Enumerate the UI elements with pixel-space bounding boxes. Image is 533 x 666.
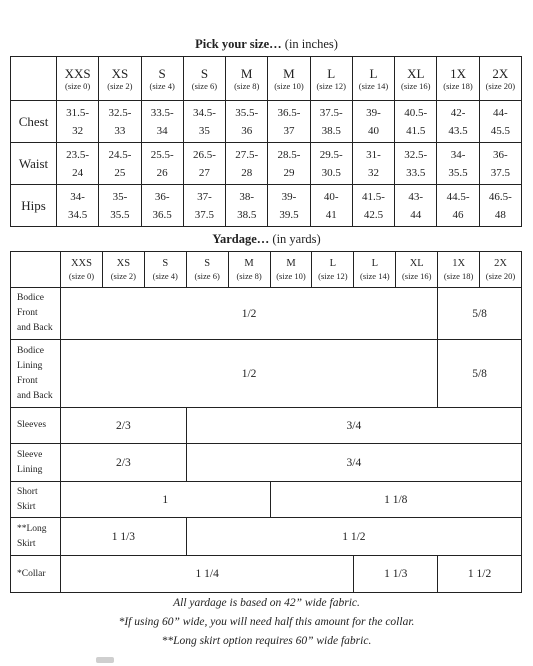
note-line: All yardage is based on 42” wide fabric. [173, 597, 360, 609]
garment-piece-label-line: Sleeve [17, 449, 43, 460]
size-header-cell [437, 57, 479, 101]
size-label: XS [116, 258, 131, 269]
size-label: 1X [450, 65, 466, 81]
garment-piece-label-line: Sleeves [17, 420, 47, 430]
measurement-cell [141, 101, 183, 143]
measurement-value-line: 35 [198, 124, 210, 137]
size-header-cell [396, 252, 438, 288]
measurement-cell [310, 143, 352, 185]
measurement-row [11, 101, 522, 143]
size-number: (size 18) [443, 271, 474, 281]
measurement-value-line: 24.5- [108, 148, 132, 161]
yardage-value: 1/2 [61, 288, 438, 340]
measurement-value-line: 32 [72, 124, 84, 137]
yardage-value: 1 1/4 [61, 556, 354, 593]
size-header-cell [102, 252, 144, 288]
size-number: (size 0) [68, 271, 95, 281]
measurement-cell [57, 143, 99, 185]
measurement-value-line: 41 [325, 208, 337, 221]
size-header-cell [61, 252, 103, 288]
measurement-cell [183, 143, 225, 185]
size-header-row [11, 57, 522, 101]
measurement-value-line: 44.5- [446, 190, 470, 203]
measurement-cell [479, 101, 521, 143]
measurement-value-line: 34.5 [68, 208, 88, 221]
size-label: L [327, 65, 336, 81]
yardage-value: 1 1/2 [186, 518, 521, 556]
size-number: (size 0) [65, 80, 91, 91]
measurement-cell [57, 185, 99, 227]
garment-piece-label [11, 518, 61, 556]
yardage-value: 1 1/8 [270, 482, 521, 518]
yardage-value: 3/4 [186, 444, 521, 482]
measurement-value-line: 27 [198, 166, 210, 179]
size-chart-table [10, 56, 522, 227]
size-chart-title-unit: (in inches) [284, 37, 338, 51]
measurement-value-line: 37- [197, 190, 212, 203]
garment-piece-label-line: **Long [17, 523, 47, 534]
measurement-value-line: 26.5- [192, 148, 216, 161]
measurement-value-line: 38.5 [321, 124, 341, 137]
size-label: L [369, 65, 378, 81]
measurement-cell [437, 185, 479, 227]
size-header-cell [438, 252, 480, 288]
size-number: (size 14) [360, 271, 390, 281]
yardage-value: 1 1/3 [354, 556, 438, 593]
measurement-value-line: 31- [366, 148, 381, 161]
garment-piece-label [11, 556, 61, 593]
measurement-value-line: 36 [241, 124, 253, 137]
yardage-table [10, 251, 522, 593]
measurement-cell [183, 185, 225, 227]
size-header-cell [226, 57, 268, 101]
size-number: (size 2) [110, 271, 136, 281]
size-number: (size 18) [443, 80, 473, 91]
size-label: S [158, 65, 166, 81]
measurement-cell [437, 101, 479, 143]
yardage-title-bold: Yardage… [212, 232, 270, 246]
yardage-notes [0, 594, 533, 651]
garment-piece-label-line: Lining [17, 464, 43, 475]
measurement-value-line: 42.5 [363, 208, 384, 221]
measurement-cell [183, 101, 225, 143]
size-number: (size 10) [274, 80, 304, 91]
measurement-value-line: 34 [156, 124, 168, 137]
garment-piece-label-line: *Collar [17, 568, 46, 579]
measurement-cell [479, 143, 521, 185]
size-header-cell [183, 57, 225, 101]
measurement-cell [141, 143, 183, 185]
measurement-value-line: 33.5 [406, 166, 426, 179]
measurement-value-line: 42- [450, 106, 466, 119]
measurement-cell [352, 143, 394, 185]
measurement-value-line: 38.5 [237, 208, 257, 221]
size-header-cell [395, 57, 437, 101]
size-number: (size 6) [194, 271, 220, 281]
garment-piece-label-line: Bodice [17, 293, 44, 303]
size-number: (size 4) [149, 80, 175, 91]
measurement-cell [141, 185, 183, 227]
size-label: L [329, 258, 337, 269]
yardage-value: 2/3 [61, 408, 187, 444]
measurement-cell [437, 143, 479, 185]
size-label: XL [407, 65, 425, 81]
size-number: (size 6) [191, 80, 218, 91]
yardage-row [11, 444, 522, 482]
measurement-value-line: 25 [114, 166, 126, 179]
measurement-value-line: 28.5- [277, 148, 301, 161]
size-header-cell [144, 252, 186, 288]
yardage-row [11, 556, 522, 593]
measurement-cell [395, 143, 437, 185]
size-header-cell [270, 252, 312, 288]
size-number: (size 2) [107, 80, 133, 91]
garment-piece-label-line: Short [17, 486, 38, 497]
note-line: **Long skirt option requires 60” wide fabric. [161, 635, 372, 647]
measurement-value-line: 24 [72, 166, 84, 179]
measurement-value-line: 40.5- [404, 106, 428, 119]
measurement-value-line: 29 [283, 166, 295, 179]
measurement-value-line: 36- [492, 148, 508, 161]
yardage-value: 1 1/2 [438, 556, 522, 593]
size-number: (size 20) [485, 271, 516, 281]
garment-piece-label-line: Lining [17, 360, 43, 371]
measurement-value-line: 37.5 [194, 208, 215, 221]
size-label: 2X [492, 65, 509, 81]
measurement-value-line: 32 [367, 166, 379, 179]
measurement-cell [479, 185, 521, 227]
measurement-cell [226, 101, 268, 143]
measurement-cell [226, 143, 268, 185]
yardage-value: 1 1/3 [61, 518, 187, 556]
size-number: (size 14) [358, 80, 389, 91]
size-number: (size 20) [485, 80, 516, 91]
garment-piece-label [11, 288, 61, 340]
corner-cell [11, 252, 61, 288]
size-header-cell [141, 57, 183, 101]
measurement-value-line: 48 [494, 208, 506, 221]
size-label: M [283, 65, 295, 81]
size-label: M [240, 65, 253, 81]
measurement-value-line: 43.5 [448, 124, 468, 137]
measurement-cell [226, 185, 268, 227]
measurement-value-line: 45.5 [490, 124, 510, 137]
measurement-cell [395, 185, 437, 227]
size-number: (size 8) [236, 271, 262, 281]
size-header-cell [479, 57, 521, 101]
size-label: M [286, 258, 296, 269]
measurement-value-line: 44- [492, 106, 508, 119]
size-label: M [244, 258, 254, 269]
measurement-value-line: 38- [239, 190, 255, 203]
yardage-value: 1/2 [61, 340, 438, 408]
size-header-cell [57, 57, 99, 101]
size-label: S [204, 258, 211, 269]
size-header-cell [186, 252, 228, 288]
yardage-row [11, 518, 522, 556]
garment-piece-label [11, 444, 61, 482]
size-number: (size 4) [152, 271, 178, 281]
size-header-cell [352, 57, 394, 101]
measurement-label: Waist [11, 143, 57, 185]
note-line: *If using 60” wide, you will need half this amount for the collar. [118, 616, 415, 628]
size-header-cell [354, 252, 396, 288]
size-label: XXS [64, 65, 91, 81]
size-header-cell [310, 57, 352, 101]
measurement-cell [352, 101, 394, 143]
cropped-text-fragment [96, 657, 114, 663]
yardage-row [11, 482, 522, 518]
measurement-value-line: 37.5 [490, 166, 510, 179]
measurement-cell [395, 101, 437, 143]
measurement-value-line: 41.5 [406, 124, 426, 137]
garment-piece-label [11, 482, 61, 518]
measurement-cell [57, 101, 99, 143]
size-header-cell [312, 252, 354, 288]
measurement-cell [310, 101, 352, 143]
yardage-row [11, 340, 522, 408]
measurement-value-line: 35.5 [110, 208, 130, 221]
size-label: S [162, 258, 169, 269]
size-number: (size 16) [401, 271, 432, 281]
garment-piece-label-line: Skirt [17, 501, 36, 512]
measurement-value-line: 39- [366, 106, 381, 119]
measurement-cell [268, 101, 310, 143]
size-number: (size 16) [401, 80, 431, 91]
measurement-value-line: 33 [114, 124, 126, 137]
measurement-value-line: 29.5- [319, 148, 343, 161]
measurement-cell [268, 143, 310, 185]
measurement-row [11, 143, 522, 185]
measurement-value-line: 37 [283, 124, 295, 137]
yardage-value: 2/3 [61, 444, 187, 482]
measurement-cell [268, 185, 310, 227]
measurement-value-line: 30.5 [321, 166, 341, 179]
size-label: L [371, 258, 378, 269]
yardage-header-row [11, 252, 522, 288]
yardage-value: 5/8 [438, 288, 522, 340]
measurement-cell [99, 185, 141, 227]
garment-piece-label-line: and Back [17, 390, 53, 401]
yardage-row [11, 288, 522, 340]
measurement-label: Hips [11, 185, 57, 227]
size-label: 2X [494, 258, 507, 269]
measurement-value-line: 37.5- [319, 106, 343, 119]
size-header-cell [268, 57, 310, 101]
measurement-value-line: 40- [323, 190, 339, 203]
yardage-value: 5/8 [438, 340, 522, 408]
measurement-value-line: 32.5- [404, 148, 428, 161]
measurement-label: Chest [11, 101, 57, 143]
size-chart-title-bold: Pick your size… [195, 37, 282, 51]
measurement-value-line: 23.5- [66, 148, 90, 161]
size-label: XXS [70, 258, 92, 269]
measurement-value-line: 44 [410, 208, 422, 221]
measurement-value-line: 34- [450, 148, 466, 161]
garment-piece-label [11, 408, 61, 444]
garment-piece-label-line: Bodice [17, 345, 44, 356]
size-header-cell [99, 57, 141, 101]
measurement-value-line: 34- [70, 190, 85, 203]
measurement-value-line: 35.5 [448, 166, 468, 179]
size-header-cell [228, 252, 270, 288]
measurement-row [11, 185, 522, 227]
measurement-value-line: 35.5- [235, 106, 259, 119]
measurement-value-line: 35- [112, 190, 128, 203]
size-label: XS [111, 65, 129, 81]
size-number: (size 10) [276, 271, 306, 281]
size-number: (size 12) [316, 80, 346, 91]
garment-piece-label-line: and Back [17, 323, 53, 333]
yardage-value: 1 [61, 482, 271, 518]
measurement-cell [310, 185, 352, 227]
garment-piece-label-line: Front [17, 308, 38, 318]
measurement-cell [99, 101, 141, 143]
measurement-value-line: 27.5- [235, 148, 259, 161]
yardage-value: 3/4 [186, 408, 521, 444]
measurement-value-line: 40 [367, 124, 379, 137]
measurement-value-line: 36- [154, 190, 170, 203]
measurement-value-line: 25.5- [150, 148, 174, 161]
measurement-value-line: 43- [408, 190, 424, 203]
size-number: (size 8) [234, 80, 260, 91]
yardage-title-unit: (in yards) [272, 232, 321, 246]
measurement-value-line: 46.5- [488, 190, 512, 203]
measurement-cell [352, 185, 394, 227]
measurement-value-line: 33.5- [150, 106, 174, 119]
measurement-value-line: 41.5- [362, 190, 385, 203]
measurement-value-line: 46 [452, 208, 464, 221]
measurement-value-line: 31.5- [66, 106, 90, 119]
size-number: (size 12) [318, 271, 348, 281]
measurement-value-line: 39.5 [279, 208, 299, 221]
yardage-row [11, 408, 522, 444]
measurement-value-line: 26 [156, 166, 168, 179]
garment-piece-label [11, 340, 61, 408]
size-label: XL [409, 258, 424, 269]
garment-piece-label-line: Front [17, 375, 38, 386]
measurement-value-line: 36.5 [152, 208, 172, 221]
size-label: 1X [452, 258, 466, 269]
garment-piece-label-line: Skirt [17, 538, 36, 549]
size-label: S [200, 65, 209, 81]
measurement-value-line: 34.5- [192, 106, 216, 119]
measurement-value-line: 36.5- [277, 106, 301, 119]
measurement-value-line: 28 [241, 166, 253, 179]
measurement-value-line: 32.5- [108, 106, 132, 119]
size-chart-title [0, 37, 533, 52]
measurement-value-line: 39- [281, 190, 297, 203]
size-header-cell [480, 252, 522, 288]
measurement-cell [99, 143, 141, 185]
yardage-title [0, 232, 533, 247]
corner-cell [11, 57, 57, 101]
